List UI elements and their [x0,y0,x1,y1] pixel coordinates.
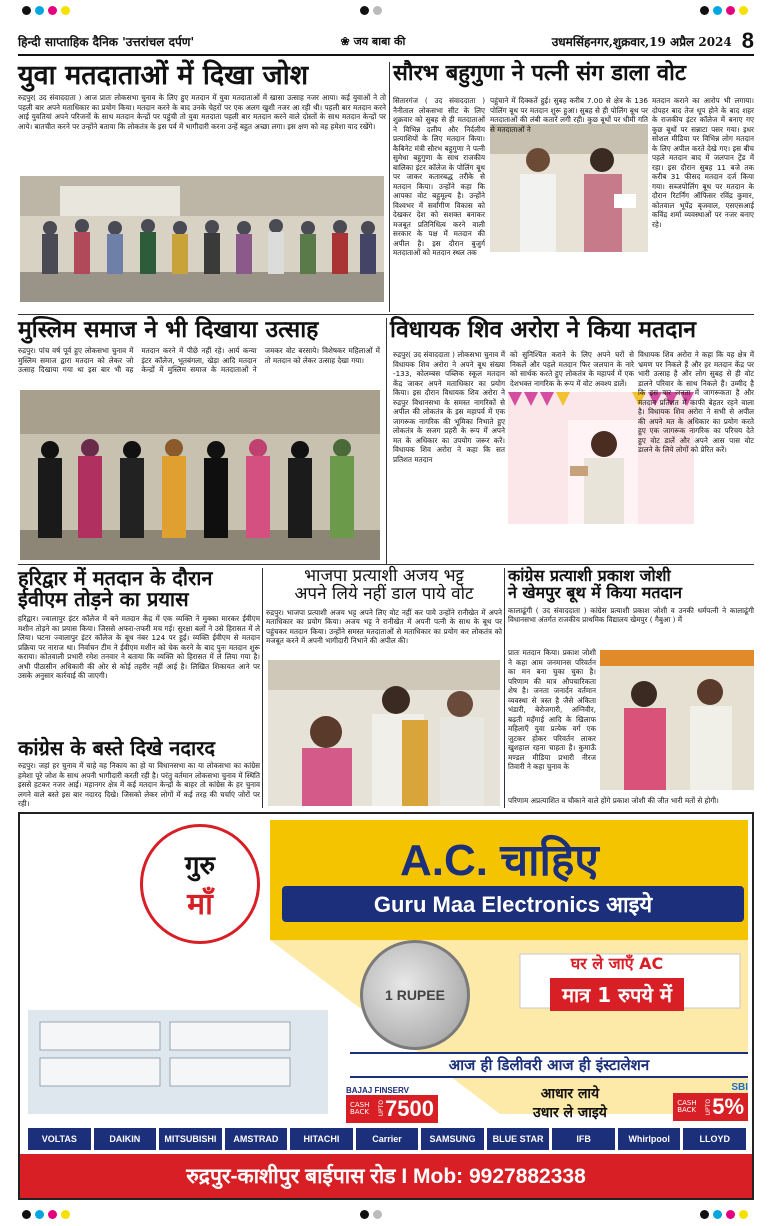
headline-line2: ने खेमपुर बूथ में किया मतदान [508,582,683,602]
photo-bahuguna-couple [490,124,648,252]
article-body-col2-top: पहुंचाने में दिक्कतें हुई। सुबह करीब 7.00 से क्षेत्र के 136 पोलिंग बूथ पर मतदान शुरू हुआ। सुबह से ही पोलिंग बूथ पर मतदाताओं की लंबी कतारें लगी रही। कुछ बूथों पर धीमी गति से मतदाताओं ने [490,96,648,134]
headline-line1: भाजपा प्रत्याशी अजय भट्ट [304,566,464,586]
ad-delivery: आज ही डिलीवरी आज ही इंस्टालेशन [350,1052,748,1078]
headline: मुस्लिम समाज ने भी दिखाया उत्साह [18,316,319,343]
headline-line1: कांग्रेस प्रत्याशी प्रकाश जोशी [508,566,671,585]
brand-logo: VOLTAS [28,1128,91,1150]
guru-maa-logo: गुरु माँ [140,824,260,944]
brand-logo: SAMSUNG [421,1128,484,1150]
bajaj-cashback: BAJAJ FINSERV CASH BACK UPTO 7500 [346,1082,486,1126]
brand-logo: Whirlpool [618,1128,681,1150]
brand-logo: BLUE STAR [487,1128,550,1150]
headline-line2: ईवीएम तोड़ने का प्रयास [18,587,189,611]
article-body-col1: रुद्रपुर( उद संवाददाता ) लोकसभा चुनाव में विधायक शिव अरोरा ने अपने बूथ संख्या -133, कोलम्बस पब्लिक स्कूल मतदान केंद्र जाकर अपने मताधिकार का प्रयोग किया। इस दौरान विधायक शिव अरोरा ने रुद्रपुर विधानसभा के समस्त नागरिकों से अपील की लोकतंत्र के इस महापर्व में एक जागरूक नागरिक की भूमिका निभाते हुए लोकतंत्र के सजग प्रहरी के रूप में अपने मत के अधिकार का उपयोग जरूर करें। विधायक शिव अरोरा ने कहा कि सत प्रतिशत मतदान [393,350,505,464]
brand-logo: MITSUBISHI [159,1128,222,1150]
page-number: 8 [741,28,754,53]
ad-headline: A.C. चाहिए [400,836,599,885]
coin-icon: 1 RUPEE [360,940,470,1050]
ad-footer-address: रुद्रपुर-काशीपुर बाईपास रोड I Mob: 9927882338 [20,1154,752,1198]
brand-logo-strip [28,1128,746,1150]
aadhar-offer: आधार लाये उधार ले जाइये [533,1086,607,1121]
brand-logo: Carrier [356,1128,419,1150]
brand-logo: DAIKIN [94,1128,157,1150]
registration-marks-bottom-center [360,1210,382,1219]
article-congress-absent [18,738,260,808]
page-header [18,28,754,56]
bajaj-logo: BAJAJ FINSERV [346,1085,409,1095]
registration-marks-top-center [360,6,382,15]
article-body-col3: विधायक शिव अरोरा ने कहा कि यह क्षेत्र में भ्रमण पर निकले हैं और हर मतदान केंद्र पर भारी उत्साह है और लोग सुबह से ही वोट डालने परिवार के साथ निकले हैं। उम्मीद है कि इस बार जनता में जागरूकता है और मतदान प्रतिशत में काफी बेहतर रहने वाला है। विधायक शिव अरोरा ने सभी से अपील की अपने मत के अधिकार का प्रयोग करते हुए एक जागरूक नागरिक का परिचय देते हुए वोट डालें और अपने आस पास वोट डालने के लिये लोगों को प्रेरित करें। [638,350,754,454]
registration-marks-bottom-left [22,1210,70,1219]
brand-logo: AMSTRAD [225,1128,288,1150]
photo-prakash-joshi-couple [600,650,754,790]
photo-youth-queue [20,176,384,302]
om-icon: ❀ [340,34,354,48]
photo-ajay-bhatt [268,660,500,806]
ad-offer [490,946,744,1016]
article-evm-haridwar [18,568,260,736]
header-center: ❀ जय बाबा की [340,34,406,48]
article-body-top: कालाढूंगी ( उद संवाददाता ) कांग्रेस प्रत्याशी प्रकाश जोशी व उनकी धर्मपत्नी ने कालाढूंगी विधानसभा अंतर्गत राजकीय प्राथमिक विद्यालय खेमपुर ( गैबुआ ) में [508,605,754,625]
brand-logo: IFB [552,1128,615,1150]
headline: कांग्रेस के बस्ते दिखे नदारद [18,736,216,760]
headline-line1: हरिद्वार में मतदान के दौरान [18,566,213,590]
photo-women-voters [20,390,380,560]
article-body-col1: सितारगंज ( उद संवाददाता ) नैनीताल लोकसभा सीट के लिए शुक्रवार को सुबह से ही मतदाताओं ने विभिन्न दलीय और निर्दलीय प्रत्याशियों के लिए मतदान किया। कैबिनेट मंत्री सौरभ बहुगुणा ने पत्नी सुमेधा बहुगुणा के साथ राजकीय बालिका इंटर कॉलेज के पोलिंग बूथ पर जाकर कतारबद्ध तरीके से मतदान किया। उन्होंने कहा कि आपका वोट बहुमूल्य है। उन्होंने विश्वभर में सर्वांगीण विकास को देखकर देश को सशक्त बनाकर मजबूत प्रतिनिधित्व करने वाली सरकार के पक्ष में मतदान की अपील है। इस दौरान बुजुर्ग मतदाताओं को मतदान स्थल तक [393,96,485,257]
sbi-cashback: SBI CASH BACK UPTO 5% [642,1082,748,1126]
dateline: उधमसिंहनगर,शुक्रवार,19 अप्रैल 2024 [551,34,732,49]
paper-name: हिन्दी साप्ताहिक दैनिक 'उत्तरांचल दर्पण' [18,34,195,49]
headline: विधायक शिव अरोरा ने किया मतदान [390,316,697,343]
ad-company-name: Guru Maa Electronics आइये [282,886,744,922]
article-body: रुद्रपुर। पांच वर्ष पूर्व हुए लोकसभा चुनाव में मुस्लिम समाज द्वारा मतदान को लेकर जो उत्साह दिखाया गया था इस बार भी वह मतदान करने में पीछे नहीं रहे। आर्य कन्या इंटर कॉलेज, भूतबंगला, खेड़ा आदि मतदान केन्द्रों में मुस्लिम समाज के मतदाताओं ने जमकर वोट बरसाये। विशेषकर महिलाओं में तो मतदान को लेकर उत्साह देखा गया। [18,346,380,375]
brand-logo: LLOYD [683,1128,746,1150]
article-body-left: प्रातः मतदान किया। प्रकाश जोशी ने कहा आम जनमानस परिवर्तन का मन बना चुका चुका है। परिणाम की मात्र औपचारिकता शेष है। जनता जनार्दन वर्तमान व्यवस्था से त्रस्त है जैसे अंकिता भंडारी, बेरोजगारी, अग्निवीर, बढ़ती महँगाई आदि के खिलाफ महिलाएँ युवा प्रत्येक वर्ग एक जुटकर होकर परिवर्तन लाकर खुशहाल रहना चाहता है। कुमाऊँ मण्डल मीडिया प्रभारी नीरज तिवारी ने कहा चुनाव के [508,648,596,771]
headline: सौरभ बहुगुणा ने पत्नी संग डाला वोट [393,60,686,86]
brand-logo: HITACHI [290,1128,353,1150]
article-body: हरिद्वार। ज्वालापुर इंटर कॉलेज में बने मतदान केंद्र में एक व्यक्ति ने मुक्का मारकर ईवीएम मशीन तोड़ने का प्रयास किया। जिससे अफरा-तफरी मच गई। सुरक्षा बलों ने उसे हिरासत में ले लिया। घटना ज्वालापुर इंटर कॉलेज के बूथ नंबर 124 पर हुई। व्यक्ति ईवीएम से मतदान प्रक्रिया पर नाराज था। निर्वाचन टीम ने ईवीएम मशीन को चेक करने के बाद पुनः मतदान शुरू कराया। कोतवाली प्रभारी रमेश तनवार ने बताया कि व्यक्ति को हिरासत में ले लिया गया है। अभी पीठासीन अधिकारी की ओर से कोई तहरीर नहीं आई है। लिखित शिकायत आने पर उसके अनुसार कार्रवाई की जाएगी। [18,614,260,680]
offer-line1: घर ले जाएँ AC [570,953,664,973]
headline-line2: अपने लिये नहीं डाल पाये वोट [294,583,474,604]
article-body-col2-top: को सुनिश्चित कराने के लिए अपने घरों से निकलें और पहले मतदान फिर जलपान के नारे को सार्थक करते हुए लोकतंत्र के महापर्व में एक देशभक्त नागरिक के रूप में वोट अवश्य डालें। [510,350,634,388]
headline: युवा मतदाताओं में दिखा जोश [18,60,309,91]
article-body: रुद्रपुर। भाजपा प्रत्याशी अजय भट्ट अपने लिए वोट नहीं कर पाये उन्होंने रानीखेत में अपने मताधिकार का प्रयोग किया। अजय भट्ट ने रानीखेत में अपनी पत्नी के साथ के बूथ पर पहुंचकर मतदान किया। उन्होंने समस्त मतदाताओं से मताधिकार का प्रयोग कर लोकतंत्र को मजबूत करने में अपनी भागीदारी निभाने की अपील की। [266,607,502,646]
registration-marks-bottom-right [700,1210,748,1219]
advertisement-guru-maa [18,812,754,1200]
registration-marks-top-right [700,6,748,15]
article-body: रुद्रपुर( उद संवाददाता ) आज प्रातः लोकसभा चुनाव के लिए हुए मतदान में युवा मतदाताओं में खासा उत्साह नजर आया। कई युवाओं ने तो पहली बार अपने मताधिकार का प्रयोग किया। मतदान करने के बाद उनके चेहरों पर एक अलग खुशी नजर आ रही थी। पहली बार मतदान करने आई युवतियां अपने परिजनों के साथ मतदान केन्द्रों पर पहुंची तो युवा मतदाता पहली बार मतदान करने वाले दोस्तों के साथ मतदान केन्द्रों पर आये। बातचीत करने पर उन्होंने बताया कि लोकतंत्र के इस पर्व में भागीदारी करना उन्हें बहुत अच्छा लगा। इस क्षण को वह हमेशा याद रखेंगे। [18,93,386,131]
registration-marks-top-left [22,6,70,15]
article-body-col3: मतदान कराने का आरोप भी लगाया। दोपहर बाद तेज धूप होने के बाद शहर के राजकीय इंटर कॉलेज में बनाए गए कुछ बूथों पर सन्नाटा पसर गया। इधर सोशल मीडिया पर विभिन्न लोग मतदान के लिए अपील करते देखे गए। इस बीच पहले मतदान बाद में जलपान ट्रेंड में रहा। इस दौरान सुबह 11 बजे तक करीब 31 फीसद मतदान दर्ज किया गया। सब्जपोलिंग बूथ पर मतदान के दौरान रिटर्निंग ऑफिसर रविंद्र कुमार, कोतवाल भूपेंद्र बृजवाल, एसएसआई कविंद्र शर्मा व्यवस्थाओं पर नजर बनाए रहे। [652,96,754,229]
sbi-logo: SBI [731,1082,748,1093]
article-body: रुद्रपुर। जहां हर चुनाव में चाहे वह निकाय का हो या विधानसभा का या लोकसभा का कांग्रेस हमेशा पूरे जोश के साथ अपनी भागीदारी करती रही है। परंतु वर्तमान लोकसभा चुनाव में स्थिति इससे हटकर नजर आई। महानगर क्षेत्र में कई मतदान केन्द्रों के बाहर तो कांग्रेस के हर चुनाव लगने वाले बस्ते इस बार नदारद दिखे। जिसको लेकर लोगों में कई तरह की चर्चाएं जोरों पर रही। [18,761,260,808]
article-body-bottom: परिणाम अप्रत्याशित व चौकाने वाले होंगे प्रकाश जोशी की जीत भारी मतों से होगी। [508,796,719,805]
offer-line2: मात्र 1 रुपये में [550,978,684,1011]
